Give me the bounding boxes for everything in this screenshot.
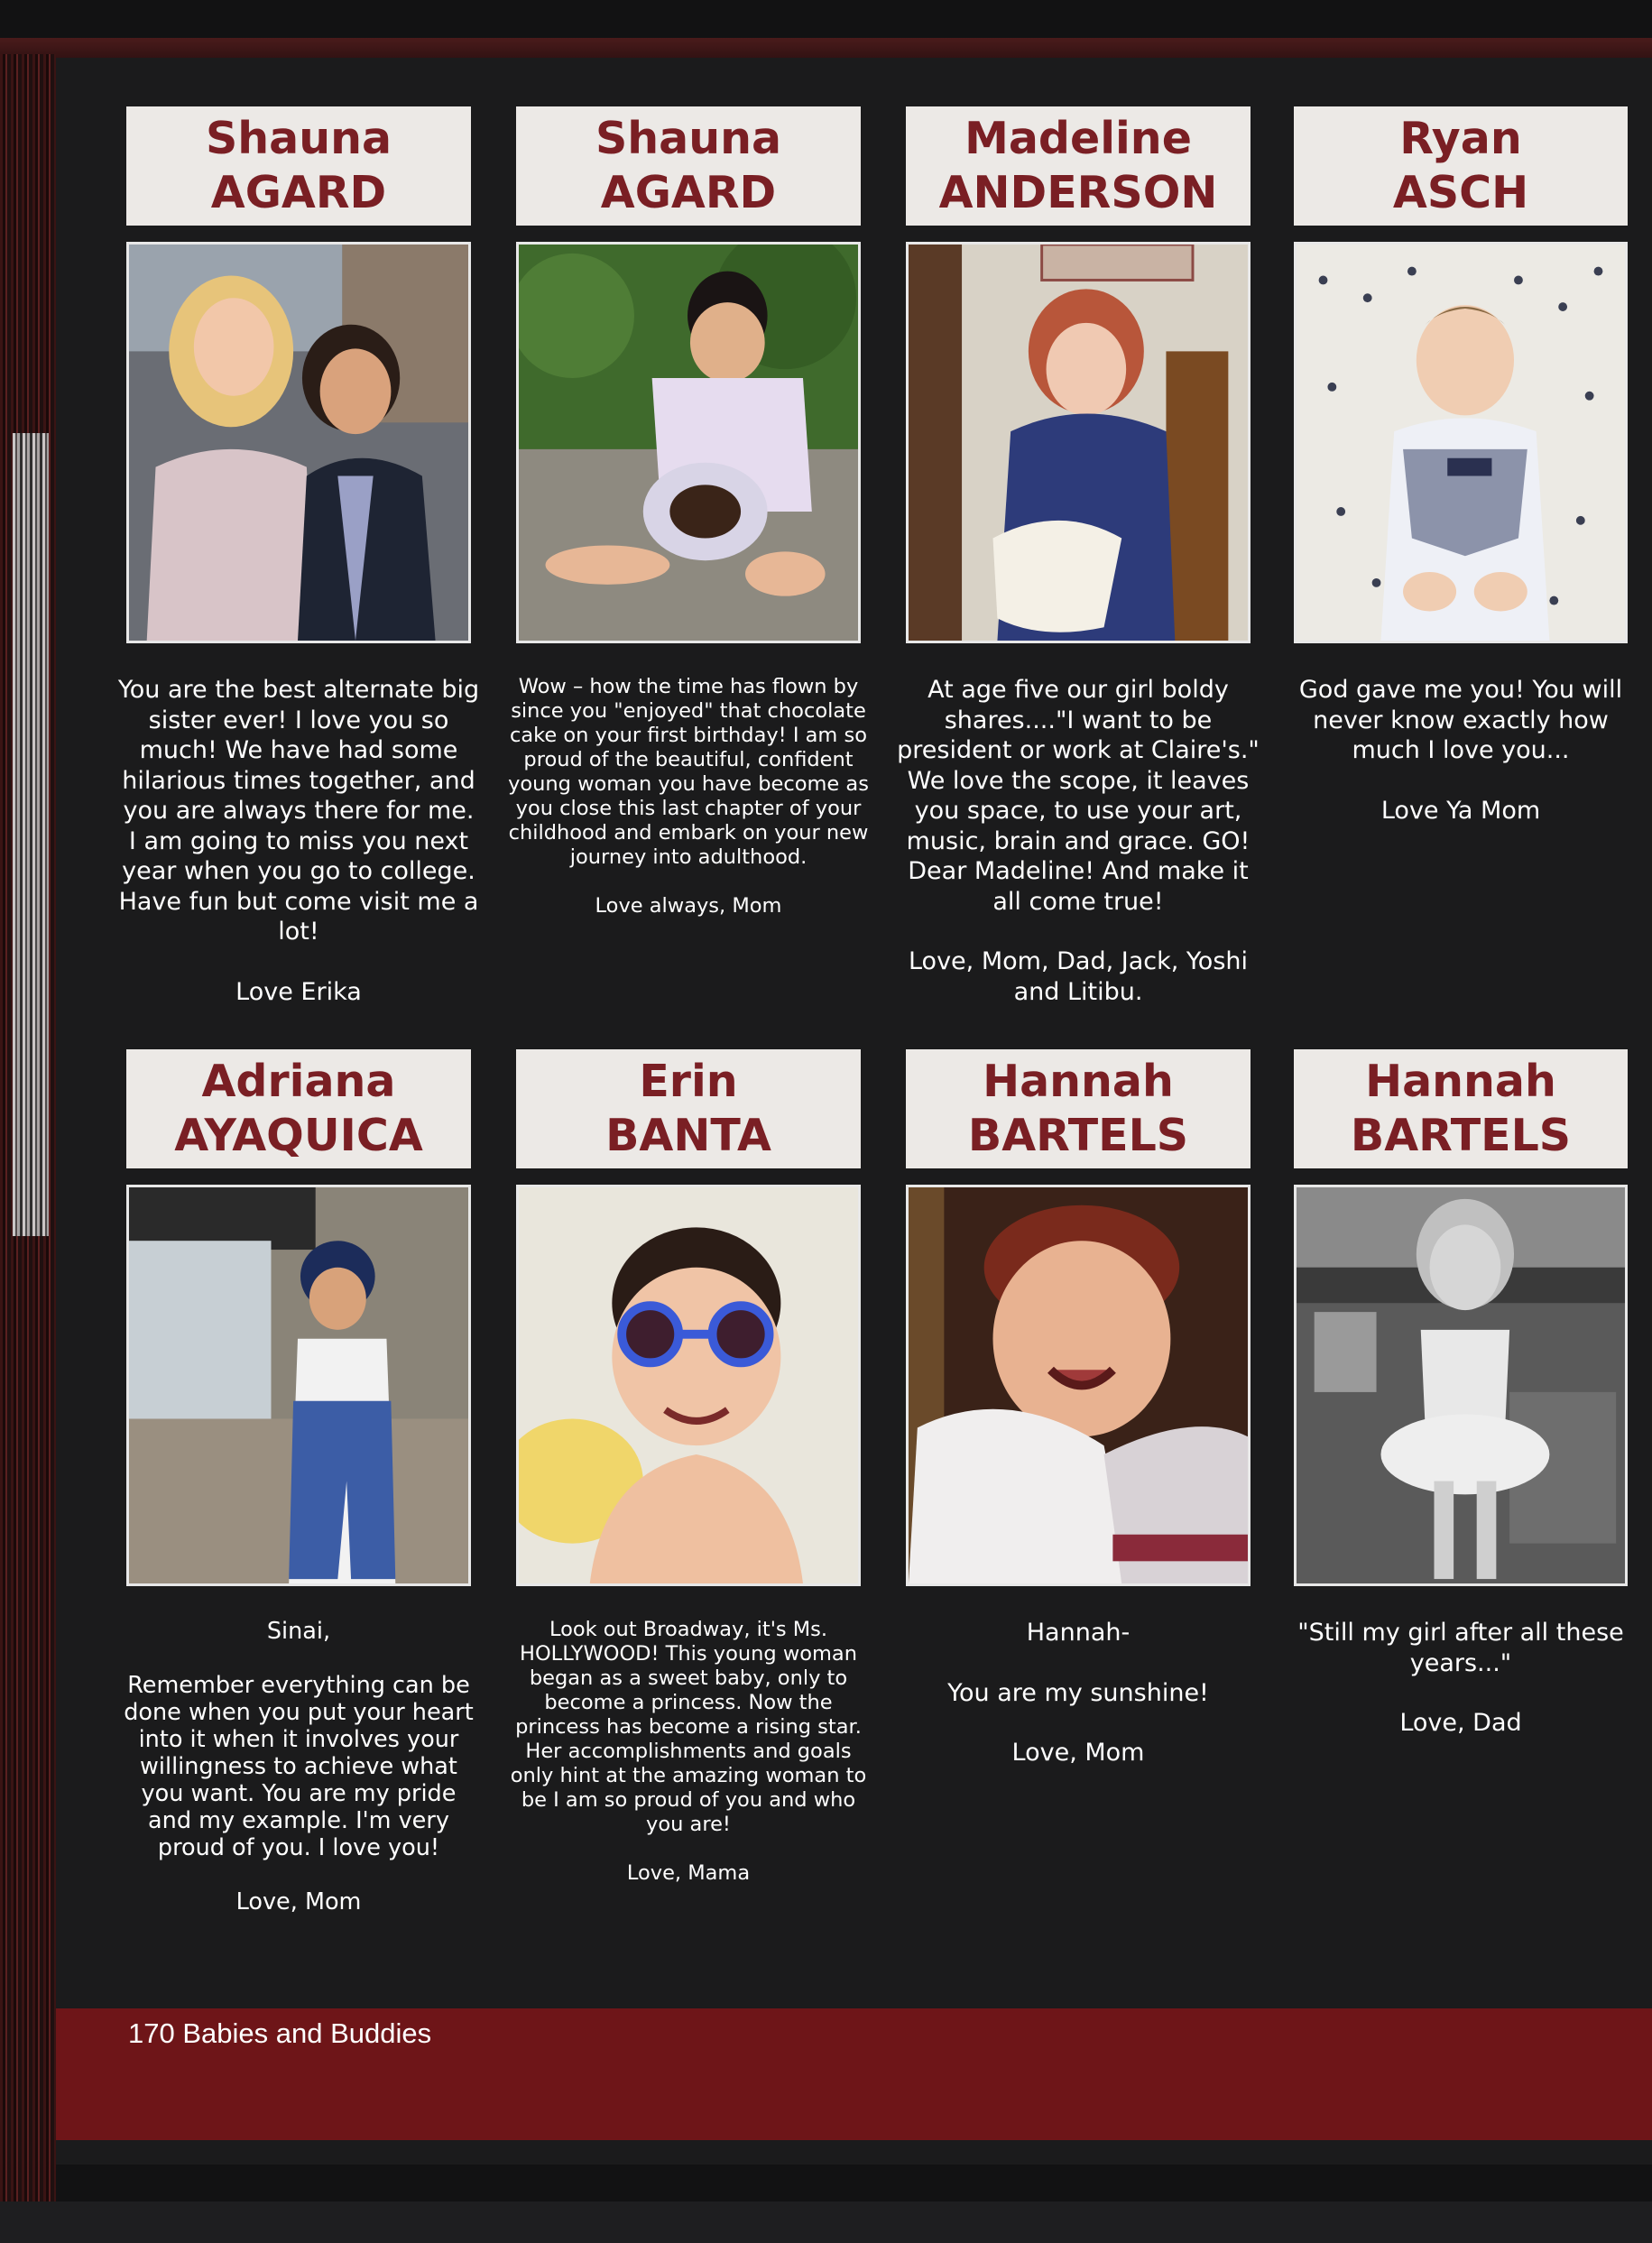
first-name: Ryan: [1399, 113, 1522, 164]
message-signature: Love, Mom: [235, 1888, 362, 1915]
name-plate: [126, 106, 471, 226]
last-name: BARTELS: [1350, 1110, 1572, 1161]
tribute-message: [1285, 675, 1637, 855]
tribute-message: [1285, 1618, 1637, 1768]
first-name: Shauna: [205, 113, 392, 164]
name-plate: [1294, 106, 1628, 226]
message-signature: Love always, Mom: [595, 894, 782, 918]
message-body: You are the best alternate big sister ever! I love you so much! We have had some hilarious times together, and you are always there for me. I am going to miss you next year when you go to college. Have fun but come visit me a lot!: [117, 676, 480, 946]
message-greeting: Hannah-: [1026, 1619, 1131, 1647]
photo-baby-with-cake: [516, 242, 861, 643]
message-signature: Love, Mom: [1011, 1739, 1145, 1767]
first-name: Shauna: [595, 113, 782, 164]
name-plate: [1294, 1049, 1628, 1168]
message-body: Look out Broadway, it's Ms. HOLLYWOOD! This young woman began as a sweet baby, only to become a princess. Now the princess has become a rising star. Her accomplishments and goals only hint at the amazing woman to be I am so proud of you and who you are!: [510, 1618, 867, 1836]
tribute-message: [507, 1618, 870, 1910]
name-plate: [516, 1049, 861, 1168]
last-name: AYAQUICA: [174, 1110, 423, 1161]
first-name: Hannah: [983, 1056, 1174, 1107]
first-name: Madeline: [964, 113, 1192, 164]
photo-toddler-in-overalls: [126, 1185, 471, 1586]
photo-baby-in-car-seat: [1294, 242, 1628, 643]
last-name: AGARD: [210, 167, 387, 218]
message-body: You are my sunshine!: [947, 1678, 1209, 1707]
last-name: AGARD: [600, 167, 777, 218]
message-signature: Love Ya Mom: [1380, 796, 1541, 825]
message-greeting: Sinai,: [266, 1618, 331, 1645]
tribute-message: [897, 1618, 1260, 1798]
message-signature: Love, Mama: [626, 1861, 751, 1885]
first-name: Hannah: [1365, 1056, 1556, 1107]
message-body: God gave me you! You will never know exactly how much I love you...: [1298, 676, 1623, 764]
message-body: At age five our girl boldy shares...."I want to be president or work at Claire's." We love the scope, it leaves you space, to use your art, music, brain and grace. GO! Dear Madeline! And make it all come true!: [897, 676, 1260, 916]
photo-girl-in-tutu: [1294, 1185, 1628, 1586]
message-body: Remember everything can be done when you put your heart into it when it involves your willingness to achieve what you want. You are my pride and my example. I'm very proud of you. I love you!: [124, 1672, 474, 1861]
name-plate: [126, 1049, 471, 1168]
photo-baby-with-sunglasses: [516, 1185, 861, 1586]
tribute-message: [897, 675, 1260, 1037]
tribute-message: [117, 1618, 480, 1945]
page-edges: [13, 433, 49, 1236]
message-body: Wow – how the time has flown by since you "enjoyed" that chocolate cake on your first birthday! I am so proud of the beautiful, confident young woman you have become as you close this last chapter of your childhood and embark on your new journey into adulthood.: [508, 675, 869, 869]
bottom-strip: [0, 2201, 1652, 2243]
last-name: BARTELS: [967, 1110, 1189, 1161]
tribute-message: [117, 675, 480, 1037]
tribute-message: [507, 675, 870, 943]
page-footer-label: 170 Babies and Buddies: [128, 2017, 432, 2049]
name-plate: [906, 1049, 1251, 1168]
name-plate: [906, 106, 1251, 226]
first-name: Erin: [639, 1056, 738, 1107]
message-signature: Love Erika: [235, 977, 362, 1006]
last-name: ASCH: [1392, 167, 1529, 218]
message-signature: Love, Mom, Dad, Jack, Yoshi and Litibu.: [908, 947, 1249, 1006]
photo-girl-in-chair: [906, 242, 1251, 643]
photo-smiling-baby: [906, 1185, 1251, 1586]
message-body: "Still my girl after all these years...": [1297, 1619, 1624, 1677]
first-name: Adriana: [201, 1056, 396, 1107]
last-name: ANDERSON: [938, 167, 1218, 218]
last-name: BANTA: [605, 1110, 771, 1161]
photo-two-teen-girls: [126, 242, 471, 643]
message-signature: Love, Dad: [1399, 1709, 1522, 1737]
name-plate: [516, 106, 861, 226]
